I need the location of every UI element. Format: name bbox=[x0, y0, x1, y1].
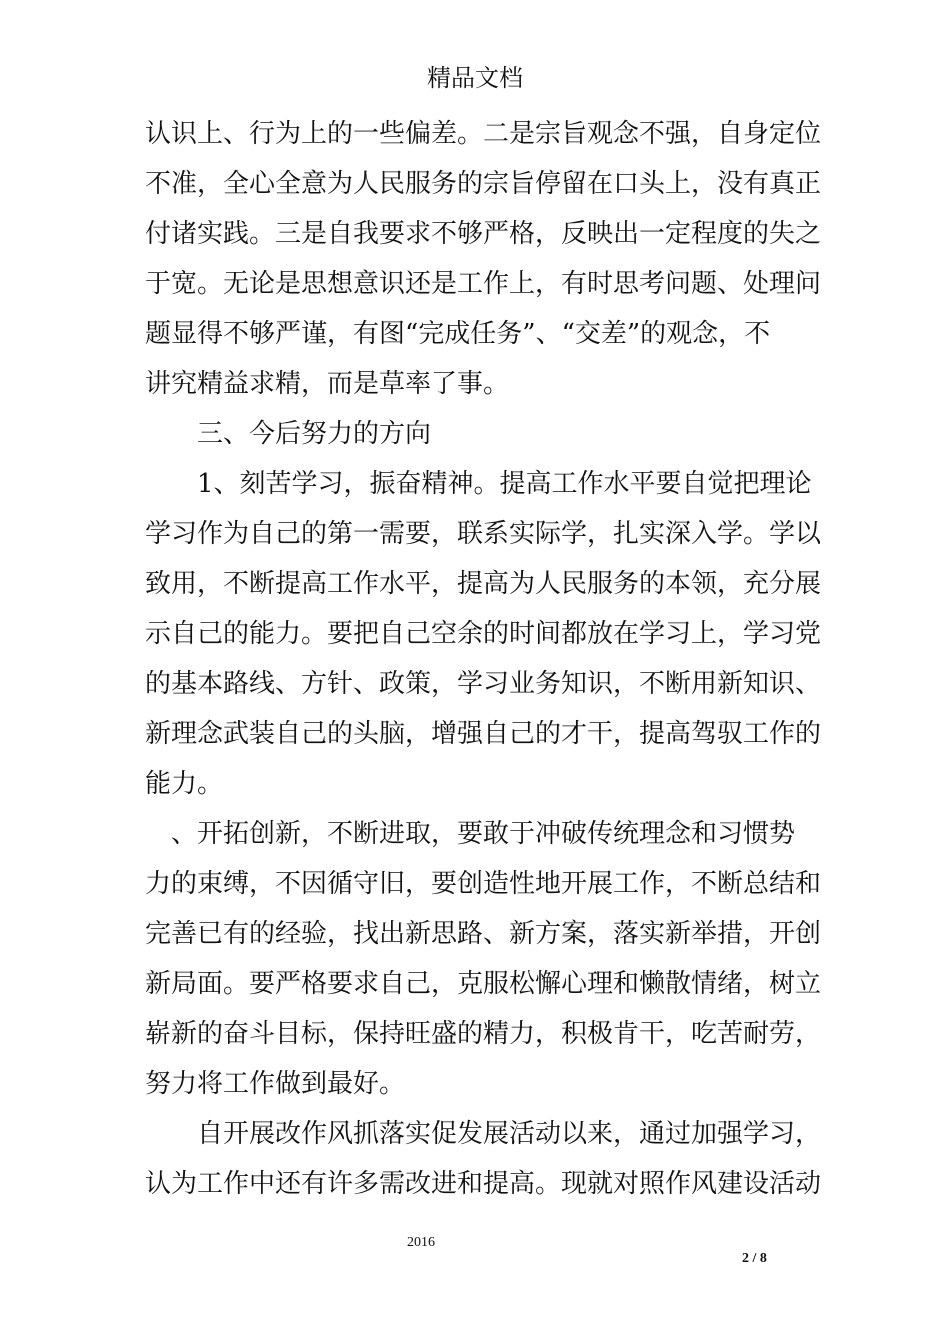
text-line: 崭新的奋斗目标，保持旺盛的精力，积极肯干，吃苦耐劳， bbox=[145, 1019, 822, 1049]
page-number: 2 / 8 bbox=[742, 1251, 767, 1266]
text-line: 的基本路线、方针、政策，学习业务知识，不断用新知识、 bbox=[145, 669, 822, 699]
text-line: 新局面。要严格要求自己，克服松懈心理和懒散情绪，树立 bbox=[145, 969, 822, 999]
text-line: 、开拓创新，不断进取，要敢于冲破传统理念和习惯势 bbox=[171, 819, 796, 849]
text-line: 不准，全心全意为人民服务的宗旨停留在口头上，没有真正 bbox=[145, 169, 822, 199]
text-line: 认识上、行为上的一些偏差。二是宗旨观念不强，自身定位 bbox=[145, 119, 822, 149]
section-heading: 三、今后努力的方向 bbox=[197, 419, 432, 449]
text-line: 力的束缚，不因循守旧，要创造性地开展工作，不断总结和 bbox=[145, 869, 822, 899]
text-line: 示自己的能力。要把自己空余的时间都放在学习上，学习党 bbox=[145, 619, 822, 649]
footer-year: 2016 bbox=[407, 1235, 435, 1250]
text-line: 1、刻苦学习，振奋精神。提高工作水平要自觉把理论 bbox=[197, 469, 812, 499]
text-line: 题显得不够严谨，有图“完成任务”、“交差”的观念，不 bbox=[145, 319, 771, 349]
text-line: 于宽。无论是思想意识还是工作上，有时思考问题、处理问 bbox=[145, 269, 822, 299]
text-line: 认为工作中还有许多需改进和提高。现就对照作风建设活动 bbox=[145, 1169, 822, 1199]
text-line: 新理念武装自己的头脑，增强自己的才干，提高驾驭工作的 bbox=[145, 719, 822, 749]
page-header-title: 精品文档 bbox=[427, 64, 523, 92]
text-line: 完善已有的经验，找出新思路、新方案，落实新举措，开创 bbox=[145, 919, 822, 949]
text-line: 努力将工作做到最好。 bbox=[145, 1069, 406, 1099]
text-line: 致用，不断提高工作水平，提高为人民服务的本领，充分展 bbox=[145, 569, 822, 599]
text-line: 学习作为自己的第一需要，联系实际学，扎实深入学。学以 bbox=[145, 519, 822, 549]
text-line: 讲究精益求精，而是草率了事。 bbox=[145, 369, 510, 399]
text-line: 自开展改作风抓落实促发展活动以来，通过加强学习， bbox=[197, 1119, 822, 1149]
document-body bbox=[145, 109, 825, 1209]
text-line: 付诸实践。三是自我要求不够严格，反映出一定程度的失之 bbox=[145, 219, 822, 249]
text-line: 能力。 bbox=[145, 769, 224, 799]
